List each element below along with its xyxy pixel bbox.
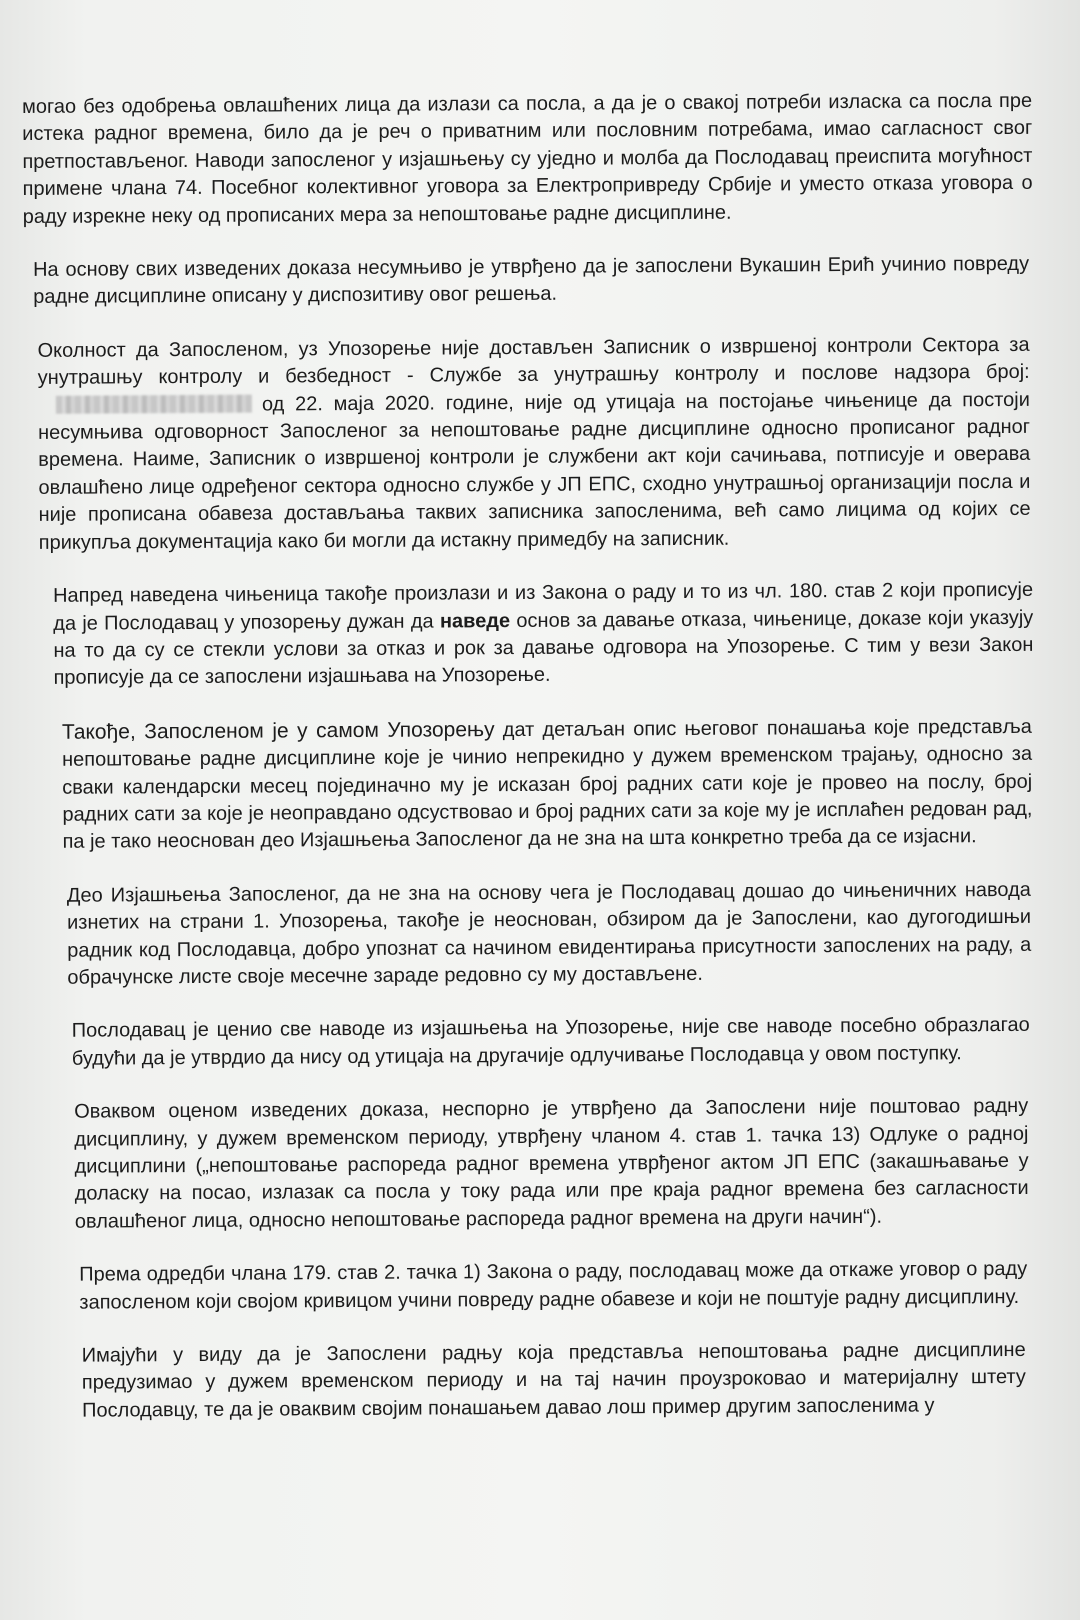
paragraph-8: Оваквом оценом изведених доказа, неспорно је утврђено да Запослени није поштовао радну дисциплину, у дужем временском периоду, утврђену чланом 4. став 1. тачка 13) Одлуке о радној дисциплини („непоштовање распореда радног времена утврђеног актом ЈП ЕПС (закашњавање у доласку на посао, излазак са посла у току рада или пре краја радног времена без сагласности овлашћеног лица, односно непоштовање распореда радног времена на други начин“). [74,1095,1029,1233]
paragraph-4-text-b: основ за давање отказа, чињенице, доказе који указују на то да су се стекли услови за отказ и рок за давање одговора на Упозорење. С тим у вези Закон прописује да се запослени изјашњава на Упозорење. [53,606,1034,690]
paragraph-4-text-a: Напред наведена чињеница такође произлази и из Закона о раду и то из чл. 180. став 2 који прописује да је Послодавац у упозорењу дужан да [52,578,1034,635]
paragraph-7: Послодавац је ценио све наводе из изјашњења на Упозорење, није све наводе посебно образлагао будући да је утврдио да нису од утицаја на другачије одлучивање Послодавца у овом поступку. [71,1014,1030,1070]
paragraph-3 [23,332,1034,557]
paragraph-5 [26,713,1037,857]
document-body [22,88,1040,1451]
paragraph-3-text-b: од 22. маја 2020. године, није од утицаја на постојање чињенице да постоји несумњива одговорност Запосленог за непоштовање радне дисциплине односно прописаног радног времена. Наиме, Записник о извршеној контроли је службени акт који сачињава, потписује и оверава овлашћено лице одређеног сектора односно службе у ЈП ЕПС, сходно унутрашњој организацији посла и није прописана обавеза достављања таквих записника запосленима, већ само лицима од којих се прикупља документација како би могли да истакну примедбу на записник. [38,388,1031,554]
paragraph-2: На основу свих изведених доказа несумњиво је утврђено да је запослени Вукашин Ерић учинио повреду радне дисциплине описану у диспозитиву овог решења. [33,252,1030,309]
paragraph-10: Имајући у виду да је Запослени радњу која представља непоштовања радне дисциплине предузимао у дужем временском периоду и на тај начин проузроковао и материјалну штету Послодавцу, те да је оваквим својим понашањем давао лош пример другим запосленима у [81,1338,1026,1422]
paragraph-1: могао без одобрења овлашћених лица да излази са посла, а да је о свакој потреби изласка са посла пре истека радног времена, било да је реч о приватним или пословним потребама, имао сагласност свог претпостављеног. Наводи запосленог у изјашњењу су уједно и молба да Послодавац преиспита могућност примене члана 74. Посебног колективног уговора за Електропривреду Србије и уместо отказа уговора о раду изрекне неку од прописаних мера за непоштовање радне дисциплине. [22,89,1033,228]
paragraph-5-lead: Такође, Запосленом је у самом Упозорењу [61,717,495,744]
paragraph-4-bold-word: наведе [439,609,511,632]
redacted-number [56,394,252,413]
paragraph-4 [25,577,1036,693]
paragraph-6: Део Изјашњења Запосленог, да не зна на основу чега је Послодавац дошао до чињеничних навода изнетих на страни 1. Упозорења, такође је неоснован, обзиром да је Запослени, као дугогодишњи радник код Послодавца, добро упознат са начином евидентирања присутности запослених на раду, а обрачунске листе своје месечне зараде редовно су му достављене. [66,878,1032,989]
paragraph-5-text: дат детаљан опис његовог понашања које представља непоштовање радне дисциплине које је чинио непрекидно у дужем временском трајању, односно за сваки календарски месец појединачно му је исказан број радних сати које је провео на послу, број радних сати за које је неоправдано одсуствовао и број радних сати за које му је исплаћен редован рад, па је тако неоснован део Изјашњења Запосленог да не зна на шта конкретно треба да се изјасни. [62,715,1033,854]
paragraph-3-text-a: Околност да Запосленом, уз Упозорење није достављен Записник о извршеној контроли Сектора за унутрашњу контролу и безбедност - Службе за унутрашњу контролу и послове надзора број: [37,333,1030,390]
paragraph-9: Према одредби члана 179. став 2. тачка 1) Закона о раду, послодавац може да откаже уговор о раду запосленом који својом кривицом учини повреду радне обавезе и који не поштује радну дисциплину. [79,1258,1028,1314]
